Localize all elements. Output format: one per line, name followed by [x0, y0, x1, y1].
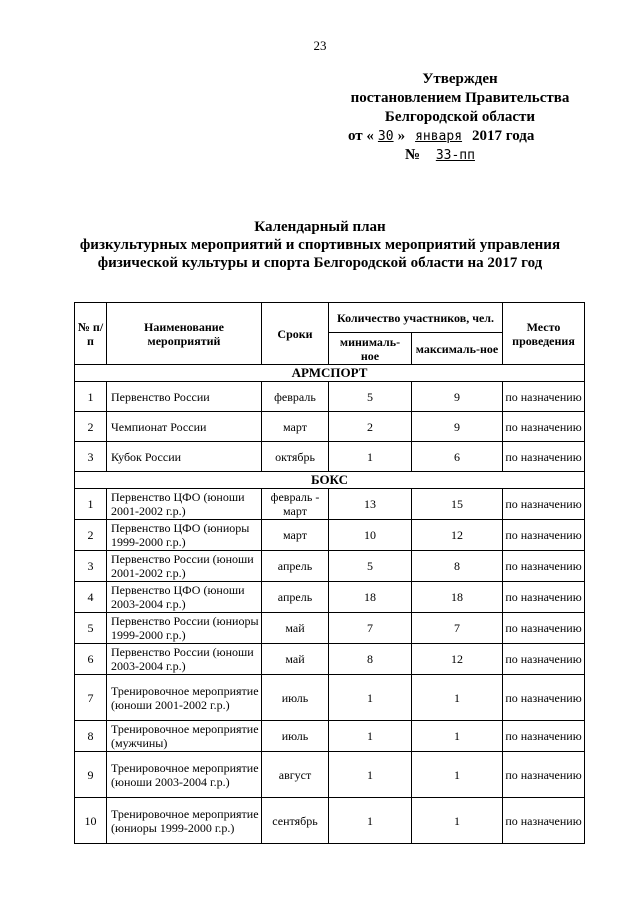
cell-date: июль [262, 675, 329, 721]
cell-name: Первенство России [107, 382, 262, 412]
cell-min: 8 [329, 644, 412, 675]
cell-min: 18 [329, 582, 412, 613]
cell-max: 1 [412, 721, 503, 752]
cell-max: 8 [412, 551, 503, 582]
table-row [75, 675, 585, 721]
page-number: 23 [313, 38, 327, 53]
table-row [75, 798, 585, 844]
approval-line-1: Утвержден [422, 71, 498, 87]
cell-min: 1 [329, 798, 412, 844]
cell-min: 5 [329, 382, 412, 412]
cell-num: 7 [75, 675, 107, 721]
cell-max: 18 [412, 582, 503, 613]
cell-place: по назначению [503, 644, 585, 675]
cell-date: май [262, 613, 329, 644]
cell-num: 5 [75, 613, 107, 644]
cell-date: апрель [262, 582, 329, 613]
cell-min: 2 [329, 412, 412, 442]
cell-max: 7 [412, 613, 503, 644]
approval-date [330, 127, 590, 146]
cell-name: Чемпионат России [107, 412, 262, 442]
cell-date: май [262, 644, 329, 675]
header-participants: Количество участников, чел. [329, 303, 503, 333]
cell-place: по назначению [503, 412, 585, 442]
header-max: максималь-ное [412, 333, 503, 365]
cell-place: по назначению [503, 613, 585, 644]
document-title [0, 218, 640, 272]
cell-max: 12 [412, 520, 503, 551]
cell-max: 9 [412, 412, 503, 442]
cell-num: 1 [75, 489, 107, 520]
cell-max: 1 [412, 675, 503, 721]
table-row [75, 489, 585, 520]
cell-name: Тренировочное мероприятие (юниоры 1999-2000 г.р.) [107, 798, 262, 844]
cell-num: 3 [75, 442, 107, 472]
number-prefix: № [405, 147, 421, 163]
table-row [75, 442, 585, 472]
cell-max: 1 [412, 798, 503, 844]
header-row [75, 303, 585, 333]
header-num: № п/п [75, 303, 107, 365]
date-mid: » [397, 128, 406, 144]
cell-max: 9 [412, 382, 503, 412]
cell-date: сентябрь [262, 798, 329, 844]
cell-place: по назначению [503, 582, 585, 613]
cell-num: 1 [75, 382, 107, 412]
header-dates: Сроки [262, 303, 329, 365]
cell-date: июль [262, 721, 329, 752]
cell-max: 6 [412, 442, 503, 472]
section-title: БОКС [75, 472, 585, 489]
section-title: АРМСПОРТ [75, 365, 585, 382]
cell-name: Тренировочное мероприятие (юноши 2001-2002 г.р.) [107, 675, 262, 721]
title-line-1: Календарный план [254, 219, 386, 235]
cell-date: февраль [262, 382, 329, 412]
date-prefix: от « [348, 128, 374, 144]
cell-num: 10 [75, 798, 107, 844]
table-row [75, 721, 585, 752]
cell-name: Тренировочное мероприятие (мужчины) [107, 721, 262, 752]
cell-date: март [262, 520, 329, 551]
cell-place: по назначению [503, 442, 585, 472]
table-row [75, 520, 585, 551]
cell-name: Тренировочное мероприятие (юноши 2003-2004 г.р.) [107, 752, 262, 798]
table-row [75, 613, 585, 644]
cell-min: 7 [329, 613, 412, 644]
cell-date: август [262, 752, 329, 798]
cell-date: октябрь [262, 442, 329, 472]
approval-stamp [330, 70, 590, 165]
cell-place: по назначению [503, 382, 585, 412]
cell-place: по назначению [503, 798, 585, 844]
title-line-3: физической культуры и спорта Белгородской области на 2017 год [97, 255, 543, 271]
title-line-2: физкультурных мероприятий и спортивных мероприятий управления [79, 237, 561, 253]
section-header-row [75, 365, 585, 382]
cell-place: по назначению [503, 551, 585, 582]
cell-num: 4 [75, 582, 107, 613]
header-min: минималь-ное [329, 333, 412, 365]
section-header-row [75, 472, 585, 489]
approval-line-2: постановлением Правительства [350, 90, 570, 106]
date-day: 30 [377, 129, 394, 144]
cell-place: по назначению [503, 520, 585, 551]
cell-name: Кубок России [107, 442, 262, 472]
table-row [75, 644, 585, 675]
cell-date: апрель [262, 551, 329, 582]
cell-num: 8 [75, 721, 107, 752]
cell-max: 1 [412, 752, 503, 798]
approval-number [330, 146, 590, 165]
cell-date: февраль - март [262, 489, 329, 520]
cell-place: по назначению [503, 675, 585, 721]
events-table [74, 302, 585, 844]
cell-num: 3 [75, 551, 107, 582]
cell-min: 5 [329, 551, 412, 582]
header-place: Место проведения [503, 303, 585, 365]
cell-max: 12 [412, 644, 503, 675]
cell-num: 2 [75, 412, 107, 442]
cell-min: 1 [329, 442, 412, 472]
date-month: января [415, 129, 463, 144]
cell-name: Первенство России (юноши 2003-2004 г.р.) [107, 644, 262, 675]
date-year: 2017 года [472, 128, 535, 144]
cell-name: Первенство России (юноши 2001-2002 г.р.) [107, 551, 262, 582]
cell-min: 1 [329, 752, 412, 798]
cell-max: 15 [412, 489, 503, 520]
table-row [75, 382, 585, 412]
table-row [75, 752, 585, 798]
cell-name: Первенство ЦФО (юниоры 1999-2000 г.р.) [107, 520, 262, 551]
cell-name: Первенство России (юниоры 1999-2000 г.р.) [107, 613, 262, 644]
cell-date: март [262, 412, 329, 442]
table-row [75, 582, 585, 613]
cell-num: 2 [75, 520, 107, 551]
cell-num: 6 [75, 644, 107, 675]
cell-min: 1 [329, 721, 412, 752]
cell-place: по назначению [503, 489, 585, 520]
cell-place: по назначению [503, 721, 585, 752]
cell-min: 10 [329, 520, 412, 551]
cell-min: 13 [329, 489, 412, 520]
approval-line-3: Белгородской области [384, 109, 536, 125]
cell-name: Первенство ЦФО (юноши 2001-2002 г.р.) [107, 489, 262, 520]
number-value: 33-пп [435, 148, 475, 163]
header-name: Наименование мероприятий [107, 303, 262, 365]
cell-name: Первенство ЦФО (юноши 2003-2004 г.р.) [107, 582, 262, 613]
cell-place: по назначению [503, 752, 585, 798]
cell-min: 1 [329, 675, 412, 721]
table-body [75, 365, 585, 844]
table-row [75, 551, 585, 582]
table-row [75, 412, 585, 442]
cell-num: 9 [75, 752, 107, 798]
